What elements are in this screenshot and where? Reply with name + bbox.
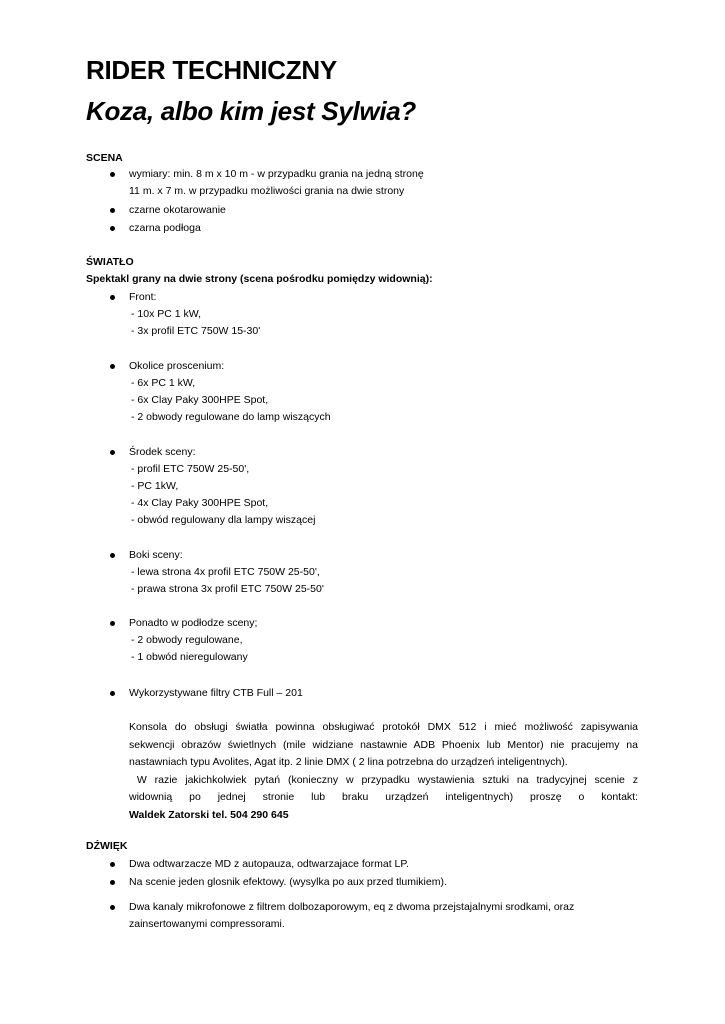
scena-item-podloga: czarna podłoga [129, 222, 201, 234]
srodek-line: - PC 1kW, [131, 480, 179, 492]
okolice-line: - 6x Clay Paky 300HPE Spot, [131, 394, 269, 406]
dzwiek-item-continued: zainsertowanymi compressorami. [129, 918, 285, 930]
section-heading-dzwiek: DŹWIĘK [86, 840, 128, 852]
section-heading-scena: SCENA [86, 152, 123, 164]
konsola-line: nastawniach typu Avolites, Agat itp. 2 linie DMX ( 2 lina potrzebna do urządzeń inteligentnych). [129, 756, 568, 769]
swiatlo-subheading: Spektakl grany na dwie strony (scena pośrodku pomiędzy widownią): [86, 273, 433, 285]
dzwiek-item: Dwa kanaly mikrofonowe z filtrem dolbozaporowym, eq z dwoma przejstajalnymi srodkami, oraz [129, 901, 575, 913]
bullet-icon [110, 880, 115, 885]
scena-dimensions-line2: 11 m. x 7 m. w przypadku możliwości grania na dwie strony [129, 185, 405, 197]
bullet-icon [110, 621, 115, 626]
okolice-label: Okolice proscenium: [129, 360, 225, 372]
bullet-icon [110, 905, 115, 910]
srodek-line: - 4x Clay Paky 300HPE Spot, [131, 497, 269, 509]
bullet-icon [110, 226, 115, 231]
front-label: Front: [129, 291, 157, 303]
srodek-label: Środek sceny: [129, 446, 196, 458]
boki-line: - prawa strona 3x profil ETC 750W 25-50' [131, 583, 324, 595]
konsola-line: W razie jakichkolwiek pytań (konieczny w przypadku wystawienia sztuki na tradycyjnej scenie z [129, 773, 638, 786]
dzwiek-item: Na scenie jeden glosnik efektowy. (wysylka po aux przed tlumikiem). [129, 876, 447, 888]
konsola-line: widownią po jednej stronie lub braku urządzeń inteligentnych) proszę o kontakt: [129, 791, 638, 804]
filtry-item: Wykorzystywane filtry CTB Full – 201 [129, 687, 303, 699]
konsola-line: sekwencji obrazów świetlnych (mile widziane nastawnie ADB Phoenix lub Mentor) nie pracujemy na [129, 738, 638, 751]
front-line: - 10x PC 1 kW, [131, 308, 202, 320]
contact-info: Waldek Zatorski tel. 504 290 645 [129, 808, 289, 821]
front-line: - 3x profil ETC 750W 15-30' [131, 325, 261, 337]
bullet-icon [110, 450, 115, 455]
scena-dimensions-line1: wymiary: min. 8 m x 10 m - w przypadku grania na jedną stronę [129, 168, 424, 180]
bullet-icon [110, 691, 115, 696]
okolice-line: - 2 obwody regulowane do lamp wiszących [131, 411, 331, 423]
bullet-icon [110, 862, 115, 867]
boki-label: Boki sceny: [129, 549, 183, 561]
bullet-icon [110, 172, 115, 177]
srodek-line: - profil ETC 750W 25-50', [131, 463, 250, 475]
podloga-line: - 2 obwody regulowane, [131, 634, 243, 646]
konsola-paragraph [129, 719, 638, 825]
dzwiek-item: Dwa odtwarzacze MD z autopauza, odtwarzajace format LP. [129, 858, 409, 870]
srodek-line: - obwód regulowany dla lampy wiszącej [131, 514, 316, 526]
boki-line: - lewa strona 4x profil ETC 750W 25-50', [131, 566, 320, 578]
bullet-icon [110, 364, 115, 369]
konsola-line: Konsola do obsługi światła powinna obsługiwać protokół DMX 512 i mieć możliwość zapisywania [129, 721, 638, 733]
podloga-line: - 1 obwód nieregulowany [131, 651, 248, 663]
bullet-icon [110, 208, 115, 213]
document-subtitle: Koza, albo kim jest Sylwia? [86, 96, 417, 126]
section-heading-swiatlo: ŚWIATŁO [86, 256, 134, 268]
scena-item-okotarowanie: czarne okotarowanie [129, 204, 226, 216]
bullet-icon [110, 295, 115, 300]
okolice-line: - 6x PC 1 kW, [131, 377, 196, 389]
podloga-label: Ponadto w podłodze sceny; [129, 617, 258, 629]
document-title: RIDER TECHNICZNY [86, 55, 337, 85]
bullet-icon [110, 553, 115, 558]
